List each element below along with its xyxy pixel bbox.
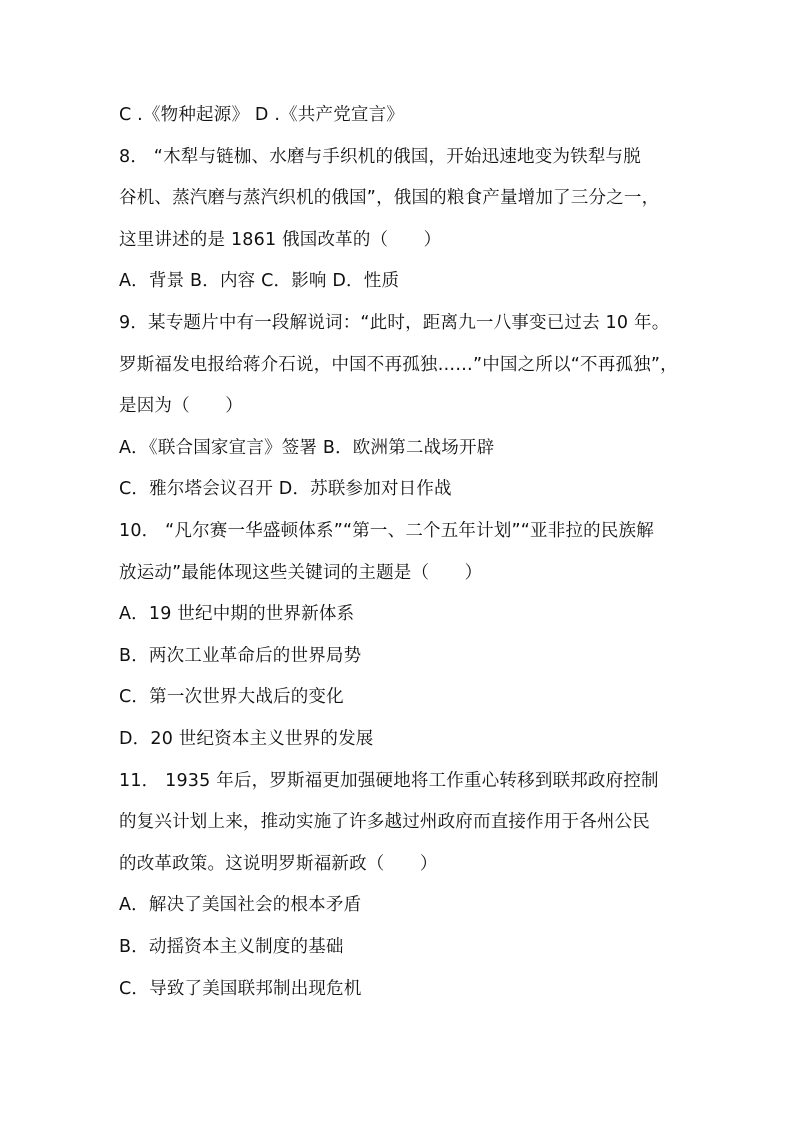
question-8-stem-line-3: 这里讲述的是 1861 俄国改革的（ ） — [119, 230, 442, 250]
question-11-option-a: A．解决了美国社会的根本矛盾 — [119, 895, 362, 915]
question-7-options-cd: C .《物种起源》 D .《共产党宣言》 — [119, 105, 405, 125]
question-11-stem-line-2: 的复兴计划上来，推动实施了许多越过州政府而直接作用于各州公民 — [119, 812, 650, 832]
question-9-stem-line-1: 9．某专题片中有一段解说词：“此时，距离九一八事变已过去 10 年。 — [119, 313, 670, 333]
question-8-stem-line-2: 谷机、蒸汽磨与蒸汽织机的俄国”，俄国的粮食产量增加了三分之一， — [119, 188, 660, 208]
question-10-option-d: D．20 世纪资本主义世界的发展 — [119, 729, 374, 749]
question-10-stem-line-2: 放运动”最能体现这些关键词的主题是（ ） — [119, 563, 483, 583]
question-10-option-c: C．第一次世界大战后的变化 — [119, 687, 344, 707]
question-11-option-b: B．动摇资本主义制度的基础 — [119, 937, 344, 957]
question-11-option-c: C．导致了美国联邦制出现危机 — [119, 979, 362, 999]
question-11-stem-line-3: 的改革政策。这说明罗斯福新政（ ） — [119, 854, 438, 874]
question-10-option-a: A．19 世纪中期的世界新体系 — [119, 604, 355, 624]
question-9-stem-line-2: 罗斯福发电报给蒋介石说，中国不再孤独……”中国之所以“不再孤独”， — [119, 355, 678, 375]
question-9-options-ab: A．《联合国家宣言》签署 B．欧洲第二战场开辟 — [119, 438, 495, 458]
question-9-stem-line-3: 是因为（ ） — [119, 396, 243, 416]
question-9-options-cd: C．雅尔塔会议召开 D．苏联参加对日作战 — [119, 479, 452, 499]
question-8-options: A．背景 B．内容 C．影响 D．性质 — [119, 271, 400, 291]
question-10-option-b: B．两次工业革命后的世界局势 — [119, 646, 362, 666]
question-10-stem-line-1: 10． “凡尔赛一华盛顿体系”“第一、二个五年计划”“亚非拉的民族解 — [119, 521, 654, 541]
question-8-stem-line-1: 8． “木犁与链枷、水磨与手织机的俄国，开始迅速地变为铁犁与脱 — [119, 147, 641, 167]
question-11-stem-line-1: 11． 1935 年后，罗斯福更加强硬地将工作重心转移到联邦政府控制 — [119, 771, 659, 791]
